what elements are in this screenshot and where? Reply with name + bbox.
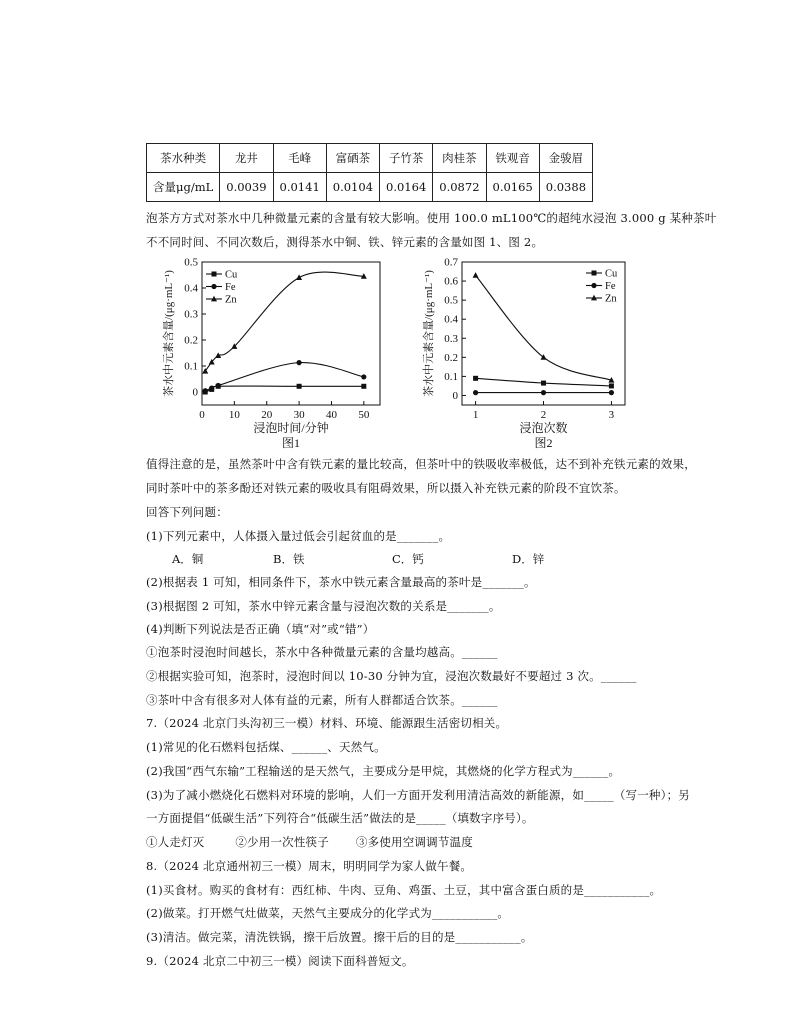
problem-7-title: 7.（2024 北京门头沟初三一模）材料、环境、能源跟生活密切相关。 [146, 716, 508, 730]
statement-2: ②根据实验可知，泡茶时，浸泡时间以 10-30 分钟为宜，浸泡次数最好不要超过 3 次。______ [146, 669, 637, 683]
question-4: (4)判断下列说法是否正确（填“对”或“错”） [146, 622, 375, 636]
chart-figure-2 [421, 257, 625, 451]
data-point-fe [209, 386, 214, 391]
table-header-row [147, 144, 593, 173]
data-point-cu [541, 381, 546, 386]
intro-line-1: 泡茶方方式对茶水中几种微量元素的含量有较大影响。使用 100.0 mL100℃的超纯水浸泡 3.000 g 某种茶叶 [146, 211, 717, 225]
table-cell: 毛峰 [273, 144, 326, 173]
legend-label: Zn [225, 294, 237, 306]
problem-7-q1: (1)常见的化石燃料包括煤、______、天然气。 [146, 740, 386, 754]
chart-title: 图1 [281, 436, 301, 450]
option-a: A．铜 [172, 552, 204, 566]
table-cell: 0.0141 [273, 173, 326, 202]
legend-label: Cu [225, 269, 238, 281]
data-point-fe [609, 390, 614, 395]
option-c: C．钙 [392, 552, 424, 566]
table-cell: 0.0164 [380, 173, 433, 202]
x-tick-label: 10 [228, 409, 240, 421]
data-point-zn [473, 272, 479, 278]
problem-8-q1: (1)买食材。购买的食材有：西红柿、牛肉、豆角、鸡蛋、土豆，其中富含蛋白质的是___________。 [146, 883, 662, 897]
data-point-fe [296, 360, 301, 365]
problem-7-q3-line2: 一方面提倡“低碳生活”下列符合“低碳生活”做法的是_____（填数字序号）。 [146, 811, 534, 825]
statement-3: ③茶叶中含有很多对人体有益的元素，所有人群都适合饮茶。______ [146, 693, 498, 707]
question-2: (2)根据表 1 可知，相同条件下，茶水中铁元素含量最高的茶叶是_______。 [146, 575, 536, 589]
answer-prompt: 回答下列问题： [146, 505, 228, 519]
x-tick-label: 30 [293, 409, 305, 421]
table-cell: 含量μg/mL [147, 173, 220, 202]
x-tick-label: 50 [358, 409, 370, 421]
x-axis-label: 浸泡时间/分钟 [253, 421, 329, 435]
y-tick-label: 0 [192, 386, 198, 399]
data-point-fe [361, 374, 366, 379]
data-point-fe [216, 383, 221, 388]
y-tick-label: 0.2 [184, 334, 198, 347]
problem-8-q3: (3)清洁。做完菜，清洗铁锅，擦干后放置。擦干后的目的是___________。 [146, 930, 533, 944]
table-cell: 肉桂茶 [433, 144, 486, 173]
y-tick-label: 0.2 [444, 351, 458, 364]
problem-9-title: 9.（2024 北京二中初三一模）阅读下面科普短文。 [146, 954, 414, 968]
y-tick-label: 0 [452, 389, 458, 402]
table-cell: 龙井 [220, 144, 273, 173]
table-cell: 0.0104 [326, 173, 379, 202]
body-line-1: 值得注意的是，虽然茶叶中含有铁元素的量比较高，但茶叶中的铁吸收率极低，达不到补充铁元素的效果， [146, 457, 696, 471]
question-3: (3)根据图 2 可知，茶水中锌元素含量与浸泡次数的关系是_______。 [146, 599, 501, 613]
legend-label: Fe [225, 282, 236, 293]
legend-marker [591, 283, 596, 288]
series-line-zn [476, 275, 612, 380]
problem-8-title: 8.（2024 北京通州初三一模）周末，明明同学为家人做午餐。 [146, 859, 473, 873]
legend-marker [211, 284, 216, 289]
table-cell: 铁观音 [486, 144, 539, 173]
problem-7-q2: (2)我国“西气东输”工程输送的是天然气，主要成分是甲烷，其燃烧的化学方程式为______。 [146, 764, 621, 778]
body-line-2: 同时茶叶中的茶多酚还对铁元素的吸收具有阻碍效果，所以摄入补充铁元素的阶段不宜饮茶。 [146, 481, 626, 495]
data-point-cu [361, 384, 366, 389]
charts-figure [146, 252, 646, 452]
x-tick-label: 2 [540, 409, 547, 421]
data-point-fe [203, 388, 208, 393]
option-d: D．锌 [512, 552, 545, 566]
table-row [147, 173, 593, 202]
chart-title: 图2 [534, 436, 553, 450]
x-axis-label: 浸泡次数 [519, 421, 568, 435]
option-b: B．铁 [273, 552, 305, 566]
table-cell: 0.0388 [539, 173, 592, 202]
data-point-fe [541, 390, 546, 395]
problem-8-q2: (2)做菜。打开燃气灶做菜，天然气主要成分的化学式为___________。 [146, 906, 510, 920]
data-point-cu [609, 383, 614, 388]
x-tick-label: 20 [261, 409, 273, 421]
series-line-cu [205, 386, 364, 392]
legend-marker [592, 271, 597, 276]
question-1: (1)下列元素中，人体摄入量过低会引起贫血的是_______。 [146, 529, 451, 543]
y-axis-label: 茶水中元素含量/(μg·mL⁻¹) [423, 270, 435, 397]
problem-7-q3-line1: (3)为了减小燃烧化石燃料对环境的影响，人们一方面开发利用清洁高效的新能源，如_____（写一种）；另 [146, 788, 690, 802]
data-point-fe [473, 390, 478, 395]
table-cell: 子竹茶 [380, 144, 433, 173]
y-tick-label: 0.6 [444, 275, 458, 288]
table-cell: 金骏眉 [539, 144, 592, 173]
data-point-zn [296, 274, 302, 280]
statement-1: ①泡茶时浸泡时间越长，茶水中各种微量元素的含量均越高。______ [146, 645, 498, 659]
y-axis-label: 茶水中元素含量/(μg·mL⁻¹) [163, 270, 175, 397]
x-tick-label: 0 [199, 409, 205, 421]
y-tick-label: 0.7 [444, 256, 458, 269]
legend-label: Zn [605, 293, 617, 305]
data-point-cu [473, 376, 478, 381]
x-tick-label: 3 [608, 409, 615, 421]
y-tick-label: 0.5 [184, 256, 198, 269]
table-cell: 茶水种类 [147, 144, 220, 173]
intro-line-2: 不不同时间、不同次数后，测得茶水中铜、铁、锌元素的含量如图 1、图 2。 [146, 235, 544, 249]
data-point-cu [297, 384, 302, 389]
tea-content-table [146, 143, 593, 202]
x-tick-label: 1 [472, 409, 479, 421]
legend-label: Cu [605, 268, 618, 280]
table-cell: 富硒茶 [326, 144, 379, 173]
table-cell: 0.0039 [220, 173, 273, 202]
y-tick-label: 0.3 [444, 332, 458, 345]
y-tick-label: 0.1 [184, 360, 198, 373]
y-tick-label: 0.4 [184, 282, 198, 295]
problem-7-options: ①人走灯灭 ②少用一次性筷子 ③多使用空调调节温度 [146, 835, 473, 849]
table-cell: 0.0165 [486, 173, 539, 202]
legend-marker [212, 272, 217, 277]
y-tick-label: 0.4 [444, 313, 458, 326]
y-tick-label: 0.5 [444, 294, 458, 307]
legend-label: Fe [605, 281, 616, 292]
y-tick-label: 0.1 [444, 370, 458, 383]
x-tick-label: 40 [325, 409, 337, 421]
table-cell: 0.0872 [433, 173, 486, 202]
chart-figure-1 [161, 257, 380, 451]
y-tick-label: 0.3 [184, 308, 198, 321]
